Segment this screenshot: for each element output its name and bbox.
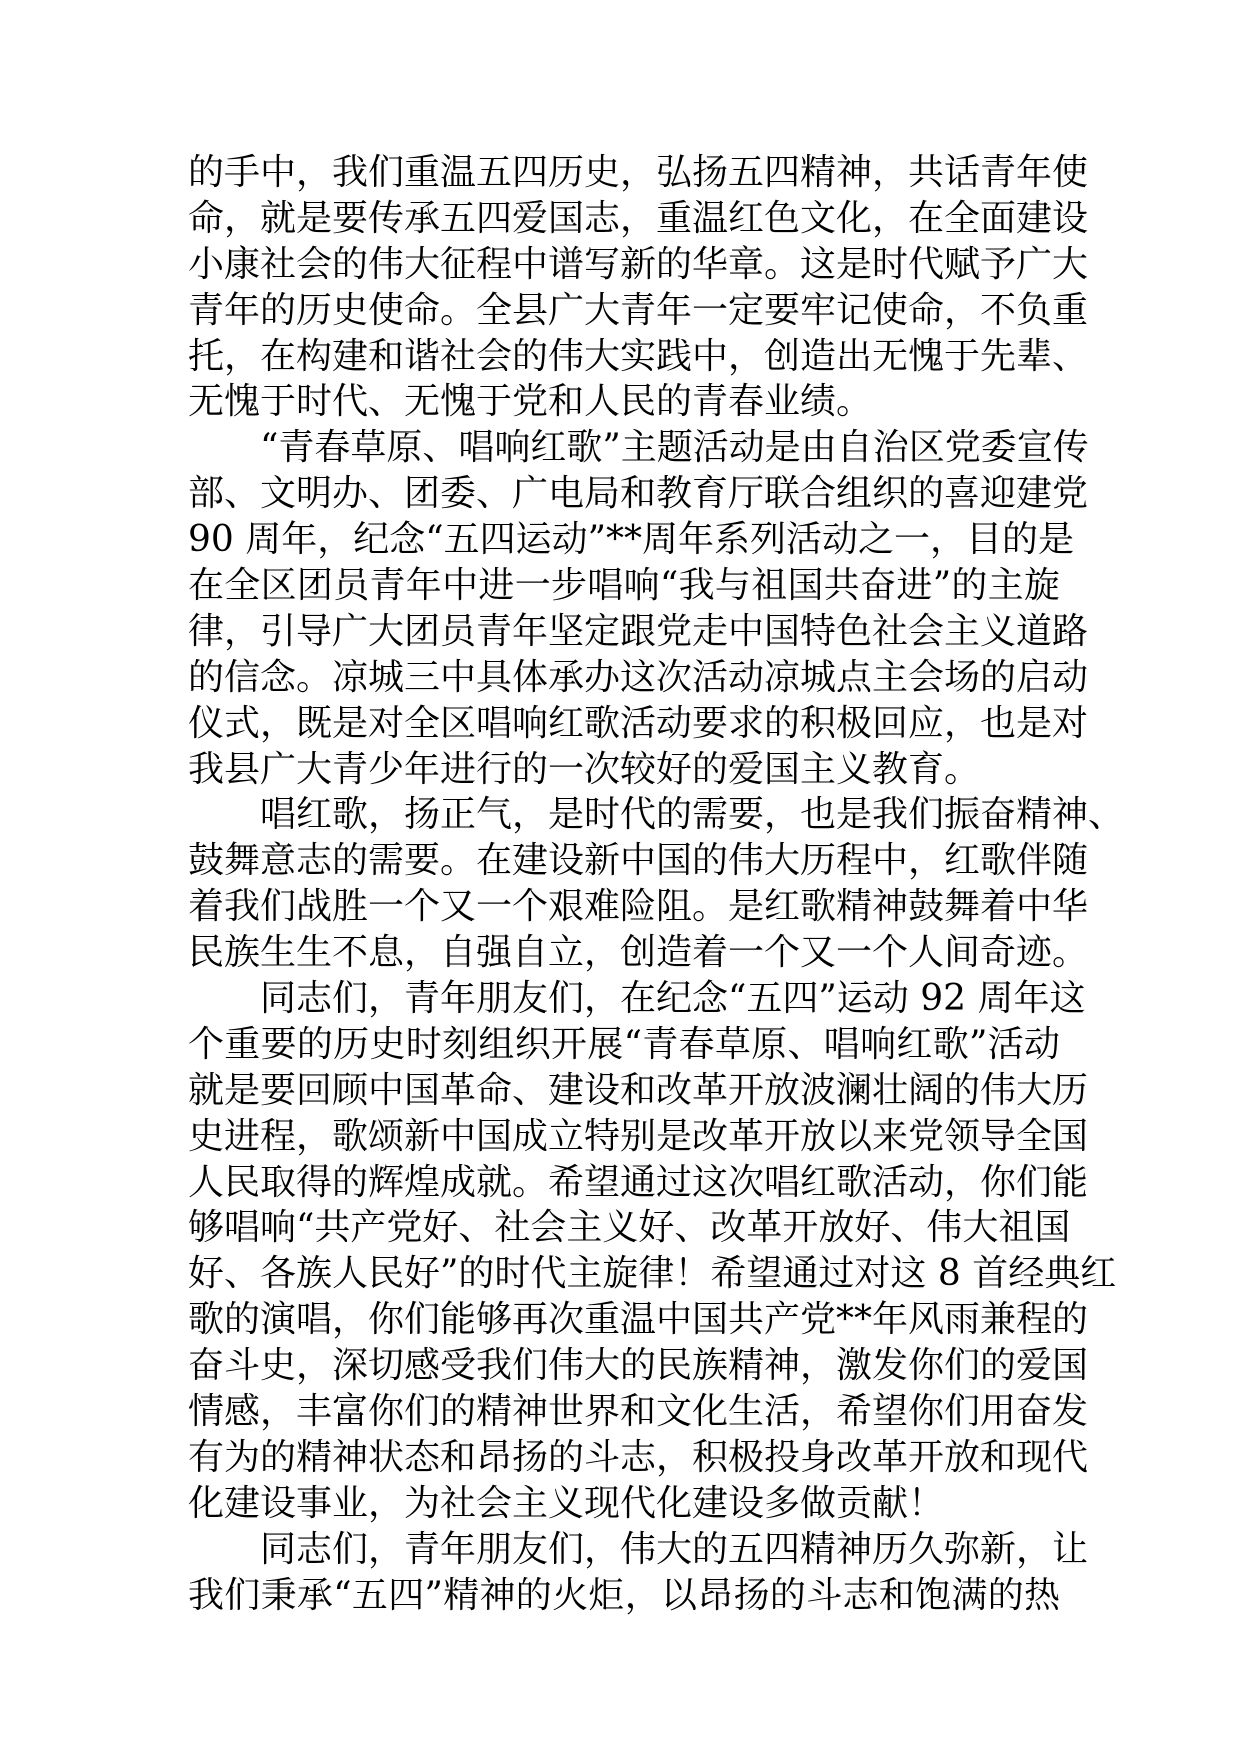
text-line: 我们秉承“五四”精神的火炬，以昂扬的斗志和饱满的热 bbox=[188, 1574, 1060, 1616]
text-line: 无愧于时代、无愧于党和人民的青春业绩。 bbox=[188, 381, 873, 423]
text-line: 90 周年，纪念“五四运动”**周年系列活动之一，目的是 bbox=[188, 519, 1075, 561]
text-line: 命，就是要传承五四爱国志，重温红色文化，在全面建设 bbox=[188, 197, 1089, 239]
text-line: 在全区团员青年中进一步唱响“我与祖国共奋进”的主旋 bbox=[188, 565, 1060, 607]
text-line: 好、各族人民好”的时代主旋律！希望通过对这 8 首经典红 bbox=[188, 1253, 1117, 1295]
text-line: 鼓舞意志的需要。在建设新中国的伟大历程中，红歌伴随 bbox=[188, 840, 1089, 882]
text-line: 民族生生不息，自强自立，创造着一个又一个人间奇迹。 bbox=[188, 932, 1089, 974]
text-line: 部、文明办、团委、广电局和教育厅联合组织的喜迎建党 bbox=[188, 473, 1089, 515]
text-line: 够唱响“共产党好、社会主义好、改革开放好、伟大祖国 bbox=[188, 1207, 1071, 1249]
text-line: 歌的演唱，你们能够再次重温中国共产党**年风雨兼程的 bbox=[188, 1299, 1089, 1341]
text-line: 情感，丰富你们的精神世界和文化生活，希望你们用奋发 bbox=[188, 1391, 1089, 1433]
paragraph-first-line: 同志们，青年朋友们，在纪念“五四”运动 92 周年这 bbox=[260, 978, 1086, 1020]
text-line: 小康社会的伟大征程中谱写新的华章。这是时代赋予广大 bbox=[188, 243, 1089, 285]
text-line: 化建设事业，为社会主义现代化建设多做贡献！ bbox=[188, 1482, 945, 1524]
text-line: 就是要回顾中国革命、建设和改革开放波澜壮阔的伟大历 bbox=[188, 1069, 1089, 1111]
text-line: 个重要的历史时刻组织开展“青春草原、唱响红歌”活动 bbox=[188, 1023, 1060, 1065]
text-line: 青年的历史使命。全县广大青年一定要牢记使命，不负重 bbox=[188, 289, 1089, 331]
text-line: 人民取得的辉煌成就。希望通过这次唱红歌活动，你们能 bbox=[188, 1161, 1089, 1203]
text-line: 奋斗史，深切感受我们伟大的民族精神，激发你们的爱国 bbox=[188, 1345, 1089, 1387]
paragraph-first-line: “青春草原、唱响红歌”主题活动是由自治区党委宣传 bbox=[260, 427, 1089, 469]
text-line: 着我们战胜一个又一个艰难险阻。是红歌精神鼓舞着中华 bbox=[188, 886, 1089, 928]
text-line: 我县广大青少年进行的一次较好的爱国主义教育。 bbox=[188, 748, 981, 790]
text-line: 的信念。凉城三中具体承办这次活动凉城点主会场的启动 bbox=[188, 656, 1089, 698]
text-line: 托，在构建和谐社会的伟大实践中，创造出无愧于先辈、 bbox=[188, 335, 1089, 377]
text-line: 史进程，歌颂新中国成立特别是改革开放以来党领导全国 bbox=[188, 1115, 1089, 1157]
text-line: 律，引导广大团员青年坚定跟党走中国特色社会主义道路 bbox=[188, 610, 1089, 652]
text-line: 有为的精神状态和昂扬的斗志，积极投身改革开放和现代 bbox=[188, 1436, 1089, 1478]
text-line: 的手中，我们重温五四历史，弘扬五四精神，共话青年使 bbox=[188, 152, 1089, 193]
paragraph-first-line: 同志们，青年朋友们，伟大的五四精神历久弥新，让 bbox=[260, 1528, 1089, 1570]
paragraph-first-line: 唱红歌，扬正气，是时代的需要，也是我们振奋精神、 bbox=[260, 794, 1125, 836]
document-body bbox=[188, 150, 1125, 1619]
text-line: 仪式，既是对全区唱响红歌活动要求的积极回应，也是对 bbox=[188, 702, 1089, 744]
